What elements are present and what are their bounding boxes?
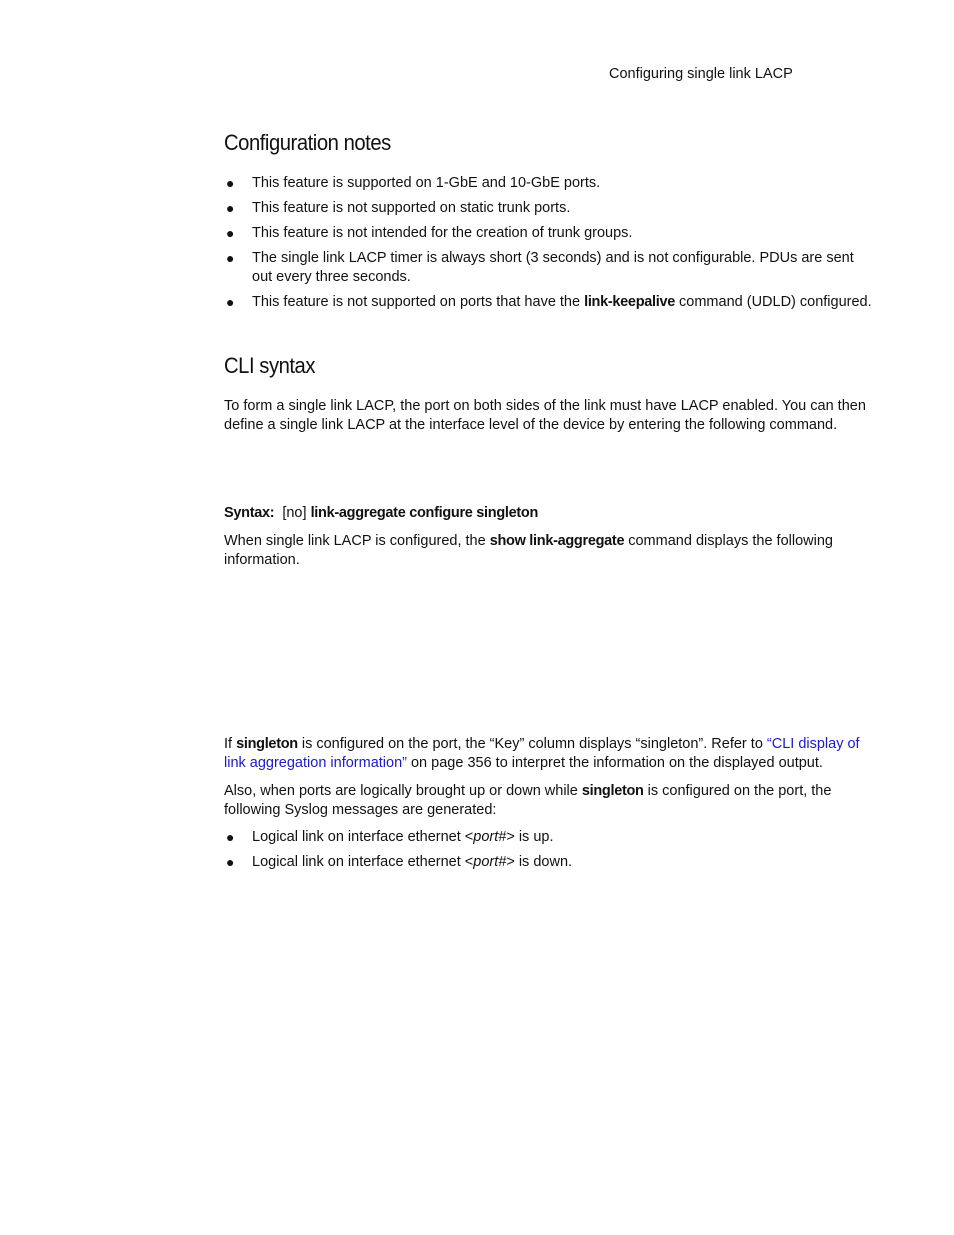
- syslog-text-post: > is up.: [506, 829, 554, 845]
- syntax-label: Syntax:: [224, 505, 275, 521]
- section-heading-configuration-notes: Configuration notes: [224, 130, 391, 155]
- section-heading-cli-syntax: CLI syntax: [224, 353, 316, 378]
- list-item-text-pre: This feature is not supported on ports that have the: [252, 294, 585, 310]
- port-variable: port#: [473, 854, 507, 870]
- show-command-paragraph: [224, 532, 872, 570]
- paragraph-text-pre: When single link LACP is configured, the: [224, 533, 490, 549]
- list-item: [224, 249, 872, 287]
- syntax-optional: [no]: [282, 505, 307, 521]
- syslog-text-pre: Logical link on interface ethernet <: [252, 854, 474, 870]
- syntax-command: link-aggregate configure singleton: [310, 505, 539, 521]
- list-item-text: [252, 854, 572, 870]
- list-item: [224, 199, 872, 218]
- paragraph-text-post: command displays the following information.: [224, 533, 833, 568]
- paragraph-text-post: on page 356 to interpret the information on the displayed output.: [406, 755, 823, 771]
- port-variable: port#: [473, 829, 507, 845]
- list-item: [224, 828, 872, 847]
- paragraph-text-pre: If: [224, 736, 237, 752]
- configuration-notes-list: [224, 174, 872, 318]
- list-item: [224, 174, 872, 193]
- bullet-icon: ●: [226, 294, 235, 310]
- bullet-icon: ●: [226, 829, 235, 845]
- list-item: [224, 224, 872, 243]
- list-item-text: This feature is supported on 1-GbE and 10-GbE ports.: [252, 175, 601, 191]
- bullet-icon: ●: [226, 225, 235, 241]
- list-item-text: [252, 294, 872, 310]
- list-item-text: This feature is not supported on static trunk ports.: [252, 200, 571, 216]
- list-item-text: [252, 829, 554, 845]
- bullet-icon: ●: [226, 250, 235, 266]
- paragraph-text-post: is configured on the port, the following Syslog messages are generated:: [224, 783, 832, 818]
- list-item-text-post: command (UDLD) configured.: [675, 294, 872, 310]
- cli-intro-paragraph: To form a single link LACP, the port on both sides of the link must have LACP enabled. You can then define a single link LACP at the interface level of the device by entering the following command.: [224, 398, 866, 433]
- syslog-messages-list: [224, 828, 872, 878]
- singleton-paragraph: [224, 735, 872, 773]
- command-keyword: link-keepalive: [584, 294, 676, 310]
- cross-reference-link[interactable]: “CLI display of link aggregation information”: [224, 736, 860, 771]
- command-keyword: singleton: [236, 736, 298, 752]
- paragraph-text-mid: is configured on the port, the “Key” column displays “singleton”. Refer to: [297, 736, 767, 752]
- bullet-icon: ●: [226, 854, 235, 870]
- command-keyword: singleton: [581, 783, 644, 799]
- list-item: [224, 853, 872, 872]
- paragraph-text-pre: Also, when ports are logically brought up or down while: [224, 783, 582, 799]
- bullet-icon: ●: [226, 200, 235, 216]
- list-item-text: This feature is not intended for the creation of trunk groups.: [252, 225, 633, 241]
- syntax-line: [224, 504, 872, 523]
- list-item-text: The single link LACP timer is always short (3 seconds) and is not configurable. PDUs are sent out every three seconds.: [252, 250, 854, 285]
- syslog-text-pre: Logical link on interface ethernet <: [252, 829, 474, 845]
- syslog-paragraph: [224, 782, 872, 820]
- bullet-icon: ●: [226, 175, 235, 191]
- running-header: Configuring single link LACP: [609, 66, 793, 82]
- syslog-text-post: > is down.: [506, 854, 573, 870]
- list-item: [224, 293, 872, 312]
- command-keyword: show link-aggregate: [489, 533, 625, 549]
